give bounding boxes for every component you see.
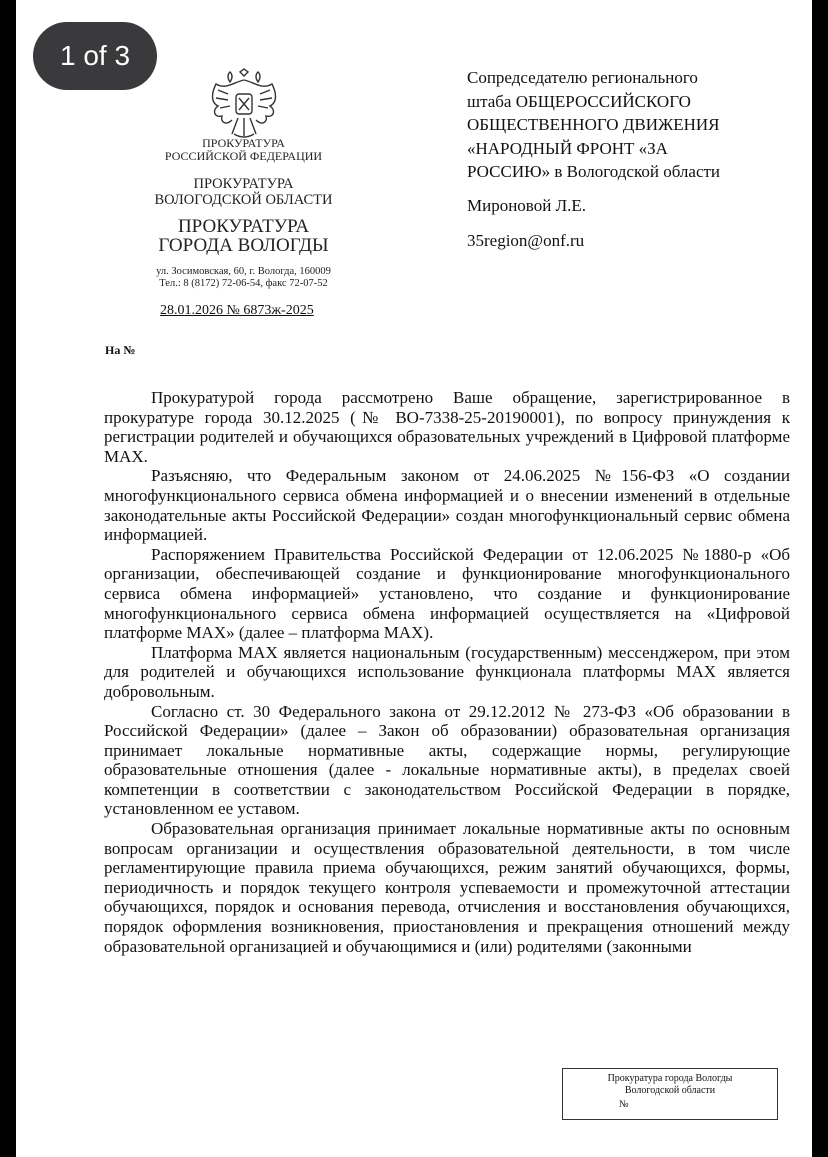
paragraph: Прокуратурой города рассмотрено Ваше обращение, зарегистрированное в прокуратуре города 30.12.2025 (№ ВО-7338-25-20190001), по вопросу принуждения к регистрации родителей и обучающихся образовательных учреждений в Цифровой платформе MAX. — [104, 388, 790, 466]
recipient-email: 35region@onf.ru — [467, 231, 585, 250]
paragraph: Платформа MAX является национальным (государственным) мессенджером, при этом для родителей и обучающихся использование функционала платформы MAX является добровольным. — [104, 642, 790, 701]
stamp-line: Вологодской области — [624, 1085, 716, 1096]
sender-org-federal: ПРОКУРАТУРА РОССИЙСКОЙ ФЕДЕРАЦИИ — [164, 136, 323, 163]
recipient-block — [467, 66, 787, 253]
page-counter: 1 of 3 — [33, 22, 157, 90]
sender-address: ул. Зосимовская, 60, г. Вологда, 160009 Тел.: 8 (8172) 72-06-54, факс 72-07-52 — [156, 266, 331, 289]
reply-reference: На № — [105, 343, 136, 357]
recipient-line: штаба ОБЩЕРОССИЙСКОГО — [467, 91, 691, 111]
stamp-number: № — [619, 1099, 629, 1110]
recipient-line: ОБЩЕСТВЕННОГО ДВИЖЕНИЯ — [467, 115, 720, 134]
recipient-name: Мироновой Л.Е. — [467, 195, 586, 215]
registration-stamp — [562, 1068, 778, 1120]
registration-number: 28.01.2026 № 6873ж-2025 — [160, 303, 314, 318]
paragraph: Согласно ст. 30 Федерального закона от 29.12.2012 № 273-ФЗ «Об образовании в Российской Федерации» (далее – Закон об образовании) образовательная организация принимает локальные нормативные акты, содержащие нормы, регулирующие образовательные отношения (далее - локальные нормативные акты), в пределах своей компетенции в соответствии с законодательством Российской Федерации в порядке, установленном ее уставом. — [104, 701, 790, 819]
recipient-line: РОССИЮ» в Вологодской области — [467, 162, 721, 181]
recipient-line: «НАРОДНЫЙ ФРОНТ «ЗА — [467, 138, 668, 158]
recipient-line: Сопредседателю регионального — [467, 68, 698, 87]
coat-of-arms-icon — [204, 68, 284, 142]
paragraph: Образовательная организация принимает локальные нормативные акты по основным вопросам организации и осуществления образовательной деятельности, в том числе регламентирующие правила приема обучающихся, режим занятий обучающихся, формы, периодичность и порядок текущего контроля успеваемости и промежуточной аттестации обучающихся, порядок и основания перевода, отчисления и восстановления обучающихся, порядок оформления возникновения, приостановления и прекращения отношений между образовательной организацией и обучающимися и (или) родителями (законными — [104, 819, 790, 956]
paragraph: Разъясняю, что Федеральным законом от 24.06.2025 №156-ФЗ «О создании многофункционального сервиса обмена информацией и о внесении изменений в отдельные законодательные акты Российской Федерации» создан многофункциональный сервис обмена информацией. — [104, 466, 790, 545]
sender-org-city: ПРОКУРАТУРА ГОРОДА ВОЛОГДЫ — [158, 216, 329, 256]
paragraph: Распоряжением Правительства Российской Федерации от 12.06.2025 №1880-р «Об организации, обеспечивающей создание и функционирование многофункционального сервиса обмена информацией» установлено, что создание и функционирование многофункционального сервиса обмена информацией осуществляется на «Цифровой платформе MAX» (далее – платформа MAX). — [104, 544, 790, 643]
document-page — [16, 0, 812, 1157]
letter-body — [104, 388, 790, 956]
stamp-line: Прокуратура города Вологды — [607, 1073, 733, 1084]
sender-org-regional: ПРОКУРАТУРА ВОЛОГОДСКОЙ ОБЛАСТИ — [154, 176, 333, 208]
